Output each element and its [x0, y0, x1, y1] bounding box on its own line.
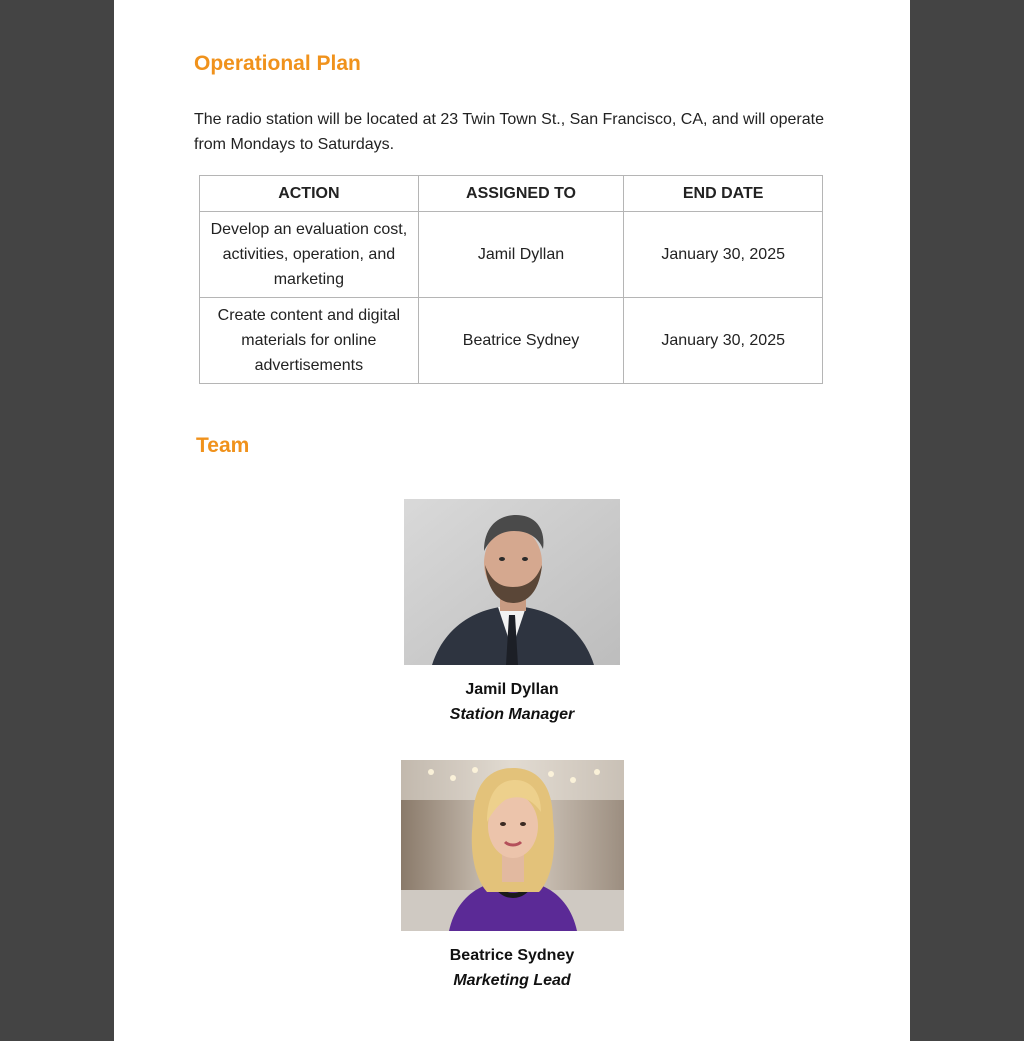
table-row — [200, 298, 823, 384]
team-member-role: Marketing Lead — [453, 972, 571, 989]
team-member-name: Jamil Dyllan — [465, 681, 559, 698]
team-member-photo — [401, 760, 624, 931]
team-member-card — [114, 499, 910, 727]
end-date-cell: January 30, 2025 — [624, 298, 823, 384]
team-heading: Team — [196, 434, 250, 457]
team-member-photo — [404, 499, 620, 665]
assigned-to-cell: Jamil Dyllan — [418, 212, 624, 298]
team-member-card — [114, 760, 910, 993]
document-page — [114, 0, 910, 1041]
end-date-cell: January 30, 2025 — [624, 212, 823, 298]
column-header-end-date: END DATE — [624, 176, 823, 212]
table-row — [200, 212, 823, 298]
operational-plan-table — [199, 175, 823, 384]
action-cell: Create content and digital materials for online advertisements — [200, 298, 419, 384]
operational-plan-heading: Operational Plan — [194, 52, 361, 75]
action-cell: Develop an evaluation cost, activities, operation, and marketing — [200, 212, 419, 298]
team-member-name: Beatrice Sydney — [449, 947, 575, 964]
assigned-to-cell: Beatrice Sydney — [418, 298, 624, 384]
column-header-action: ACTION — [200, 176, 419, 212]
column-header-assigned-to: ASSIGNED TO — [418, 176, 624, 212]
table-header-row — [200, 176, 823, 212]
team-member-role: Station Manager — [449, 706, 575, 723]
operational-plan-intro: The radio station will be located at 23 Twin Town St., San Francisco, CA, and will operate from Mondays to Saturdays. — [194, 111, 824, 153]
